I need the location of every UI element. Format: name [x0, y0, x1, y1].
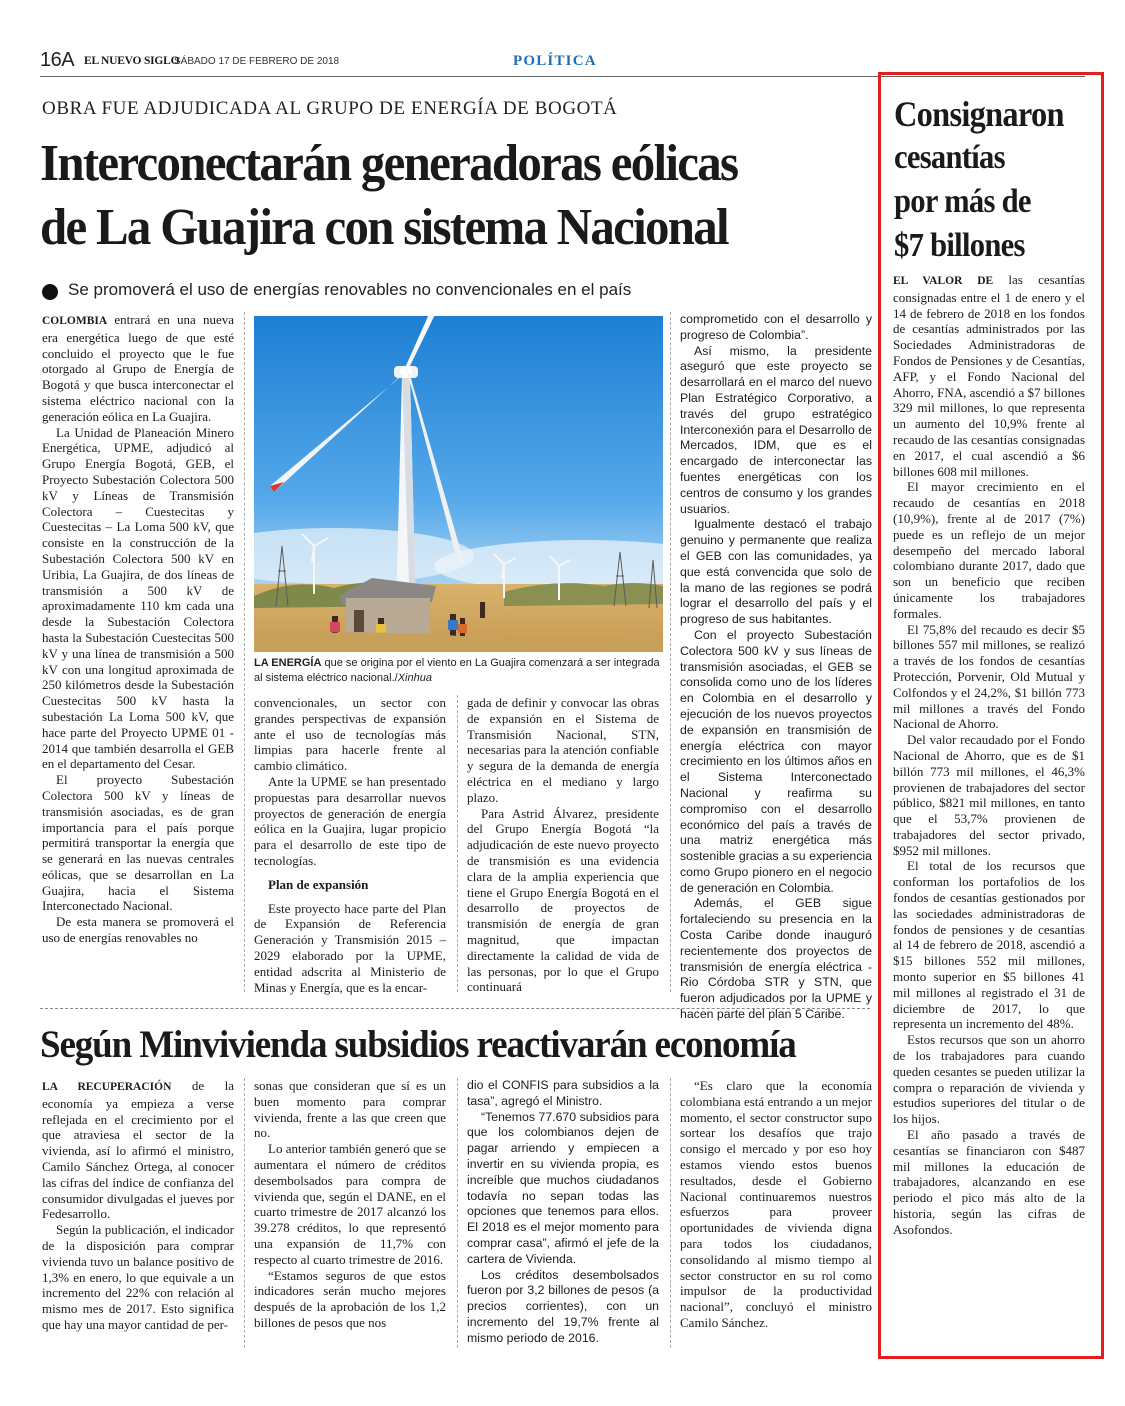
paragraph: Además, el GEB sigue fortaleciendo su presencia en la Costa Caribe donde inauguró recientemente dos proyectos de transmisión de energía eléctrica - Rio Córdoba STR y STN, que fueron adjudicados por la UPME y hacen parte del plan 5 Caribe. — [680, 896, 872, 1022]
bullet-icon — [42, 284, 58, 300]
section-label: POLÍTICA — [513, 53, 597, 69]
story-headline — [40, 132, 830, 260]
paragraph: Lo anterior también generó que se aumentara el número de créditos desembolsados para compra de vivienda que, según el DANE, en el cuarto trimestre de 2017 alcanzó los 39.278 créditos, lo que representó una expansión de 11,7% con respecto al cuarto trimestre de 2016. — [254, 1141, 446, 1267]
paragraph — [42, 312, 234, 425]
main-column-4 — [680, 312, 872, 1023]
paragraph: El proyecto Subestación Colectora 500 kV y líneas de transmisión asociadas, es de gran importancia para el país porque permitirá transportar la energía que se generará en las nuevas centrales eólicas, que se desarrollan en La Guajira, hacia el Sistema Interconectado Nacional. — [42, 772, 234, 914]
second-story-headline: Según Minvivienda subsidios reactivarán economía — [40, 1023, 796, 1066]
lead-word: COLOMBIA — [42, 315, 108, 327]
paragraph: “Tenemos 77.670 subsidios para que los colombianos dejen de pagar arriendo y empiecen a invertir en su vivienda propia, es increíble que muchos ciudadanos todavía no sepan todas las opciones que tenemos para ellos. El 2018 es el mejor momento para comprar casa”, afirmó el jefe de la cartera de Vivienda. — [467, 1109, 659, 1266]
sidebar-title-line: cesantías — [894, 139, 1005, 176]
second-column-2 — [254, 1078, 446, 1331]
second-column-4 — [680, 1078, 872, 1331]
second-column-3 — [467, 1078, 659, 1347]
headline-line-1: Interconectarán generadoras eólicas — [40, 135, 738, 192]
photo-caption — [254, 656, 663, 686]
second-column-1 — [42, 1078, 234, 1333]
sidebar-title-line: $7 billones — [894, 227, 1025, 264]
paragraph: Estos recursos que son un ahorro de los trabajadores para cuando queden cesantes se pueden utilizar la compra o reparación de vivienda y estudios superiores del titular o de los hijos. — [893, 1032, 1085, 1127]
paragraph: “Es claro que la economía colombiana está entrando a un mejor momento, el sector constructor supo sortear los desafíos que trajo consigo el mercado y por eso hoy estamos viendo estos buenos resultados, desde el Gobierno Nacional continuaremos nuestros esfuerzos para proveer oportunidades de vivienda digna para todos los ciudadanos, consolidando al mismo tiempo al sector constructor en su rol como impulsor de la productividad nacional”, concluyó el ministro Camilo Sánchez. — [680, 1078, 872, 1330]
paragraph-text: entrará en una nueva era energética luego de que esté concluido el proyecto que le fue otorgado al Grupo de Energía de Bogotá y que busca interconectar el sistema eléctrico nacional con la generación eólica en La Guajira. — [42, 312, 234, 424]
sidebar-title-line: por más de — [894, 183, 1031, 220]
paragraph: convencionales, un sector con grandes perspectivas de expansión ante el uso de tecnologías más limpias para hacerle frente al cambio climático. — [254, 695, 446, 774]
paragraph: Del valor recaudado por el Fondo Nacional de Ahorro, que es de $1 billón 773 mil millones, el 46,3% provienen de trabajadores del sector público, $821 mil millones, en tanto que el 53,7% provienen de trabajadores del sector privado, $952 mil millones. — [893, 732, 1085, 858]
column-divider — [457, 695, 458, 992]
story-divider — [40, 1008, 870, 1009]
paragraph: Para Astrid Álvarez, presidente del Grupo Energía Bogotá “la adjudicación de este nuevo proyecto de transmisión es una evidencia clara de la amplia experiencia que tiene el Grupo Energía Bogotá en el desarrollo de proyectos de transmisión de energía de gran magnitud, que impactan directamente la calidad de vida de las personas, por lo que el Grupo continuará — [467, 805, 659, 995]
headline-line-2: de La Guajira con sistema Nacional — [40, 199, 728, 256]
column-divider — [670, 1078, 671, 1348]
paragraph: comprometido con el desarrollo y progreso de Colombia”. — [680, 312, 872, 342]
paragraph: De esta manera se promoverá el uso de energías renovables no — [42, 914, 234, 946]
paragraph: Ante la UPME se han presentado propuestas para desarrollar nuevos proyectos de generación de energía eólica en la Guajira, lugar propicio para el desarrollo de este tipo de tecnologías. — [254, 773, 446, 868]
main-column-3 — [467, 695, 659, 995]
column-divider — [244, 1078, 245, 1348]
sidebar-title — [894, 92, 1074, 268]
lead-word: EL VALOR DE — [893, 275, 994, 287]
column-divider — [244, 312, 245, 992]
paragraph: dio el CONFIS para subsidios a la tasa”, agregó el Ministro. — [467, 1078, 659, 1108]
paragraph: Así mismo, la presidente aseguró que este proyecto se desarrollará en el marco del nuevo Plan Estratégico Corporativo, a través del grupo estratégico Interconexión para el Desarrollo de Mercados, IDM, que es el encargado de interconectar las fuentes energéticas con los centros de consumo y los grandes usuarios. — [680, 343, 872, 516]
paragraph: Igualmente destacó el trabajo genuino y permanente que realiza el GEB con las comunidades, ya que está convencida que solo de la mano de las regiones se podrá lograr el desarrollo del país y el progreso de sus habitantes. — [680, 517, 872, 627]
lead-word: LA RECUPERACIÓN — [42, 1081, 172, 1093]
paragraph — [893, 272, 1085, 479]
paragraph: Los créditos desembolsados fueron por 3,2 billones de pesos (a precios corrientes), con un incremento del 19,7% frente al mismo periodo de 2016. — [467, 1267, 659, 1345]
page-number: 16A — [40, 49, 75, 71]
sidebar-title-line: Consignaron — [894, 94, 1064, 134]
newspaper-name: EL NUEVO SIGLO — [84, 55, 180, 67]
paragraph: El total de los recursos que conforman los portafolios de los fondos de cesantías gestionados por las sociedades administradoras de fondos de pensiones y de cesantías al 14 de febrero de 2018, ascendió a $15 billones 552 mil millones, monto superior en $5 billones 41 mil millones al registrado el 31 de diciembre de 2017, lo que representa un incremento del 48%. — [893, 858, 1085, 1032]
column-divider — [670, 312, 671, 992]
paragraph-text: las cesantías consignadas entre el 1 de enero y el 14 de febrero de 2018 en los fondos de cesantías administrados por las Sociedades Administradoras de Fondos de Pensiones y de Cesantías, AFP, y el Fondo Nacional del Ahorro, FNA, ascendió a $7 billones 329 mil millones, lo que representa un aumento del 10,9% frente al recaudo de las cesantías consignadas en 2017, el cual ascendió a $6 billones 608 mil millones. — [893, 272, 1085, 479]
caption-text: que se origina por el viento en La Guajira comenzará a ser integrada al sistema eléctrico nacional./ — [254, 657, 660, 684]
paragraph: Con el proyecto Subestación Colectora 500 kV y sus líneas de transmisión asociadas, el GEB se consolida como uno de los líderes en Colombia en el desarrollo y ejecución de los nuevos proyectos de expansión en transmisión de energía eléctrica con mayor crecimiento en los últimos años en el Sistema Interconectado Nacional y reafirma su compromiso con el desarrollo económico del país a través de una matriz energética más sostenible gracias a su experiencia como Grupo pionero en el negocio de generación en Colombia. — [680, 627, 872, 895]
paragraph: El 75,8% del recaudo es decir $5 billones 557 mil millones, se realizó a través de los fondos de cesantías Protección, Porvenir, Old Mutual y Colfondos y el 24,2%, $1 billón 773 mil millones a través del Fondo Nacional de Ahorro. — [893, 621, 1085, 732]
paragraph: Este proyecto hace parte del Plan de Expansión de Referencia Generación y Transmisión 2015 – 2029 elaborado por la UPME, entidad adscrita al Ministerio de Minas y Energía, que es la encar- — [254, 900, 446, 995]
paragraph: La Unidad de Planeación Minero Energética, UPME, adjudicó al Grupo Energía Bogotá, GEB, el Proyecto Subestación Colectora 500 kV y Líneas de Transmisión Colectora – Cuestecitas y Cuestecitas – La Loma 500 kV, que consiste en la construcción de la Subestación Colectora 500 kV en Uribia, La Guajira, de dos líneas de transmisión a 500 kV de aproximadamente 110 km cada una desde la Subestación Colectora hasta la Subestación Cuestecitas 500 kV y una línea de transmisión a 500 kV con una longitud aproximada de 250 kilómetros desde la Subestación Cuestecitas 500 kV hasta la subestación La Loma 500 kV, que hace parte del Proyecto UPME 01 - 2014 que también desarrolla el GEB en el departamento del Cesar. — [42, 424, 234, 772]
sidebar-body — [893, 272, 1085, 1238]
paragraph: El año pasado a través de cesantías se financiaron con $487 mil millones la educación de trabajadores, alcanzando en ese periodo el pico más alto de la historia, según las cifras de Asofondos. — [893, 1127, 1085, 1237]
main-column-2 — [254, 695, 446, 995]
paragraph: “Estamos seguros de que estos indicadores serán mucho mejores después de la aprobación de los 1,2 billones de pesos que nos — [254, 1267, 446, 1330]
paragraph: El mayor crecimiento en el recaudo de cesantías en 2018 (10,9%), frente al de 2017 (7%) puede es un reflejo de un mejor desempeño del mercado laboral colombiano durante 2017, dado que son un beneficio que reciben únicamente los trabajadores formales. — [893, 479, 1085, 621]
column-divider — [457, 1078, 458, 1348]
paragraph: sonas que consideran que sí es un buen momento para comprar vivienda, frente a las que creen que no. — [254, 1078, 446, 1141]
section-subhead: Plan de expansión — [268, 876, 369, 892]
main-column-1 — [42, 312, 234, 946]
photo-credit: Xinhua — [397, 672, 432, 684]
caption-lead: LA ENERGÍA — [254, 657, 322, 669]
paragraph: Según la publicación, el indicador de la disposición para comprar vivienda tuvo un balance positivo de 1,3% en enero, lo que equivale a un incremento del 22% con relación al mismo mes de 2017. Esto significa que hay una mayor cantidad de per- — [42, 1222, 234, 1332]
wind-turbine-photo — [254, 316, 663, 652]
story-subhead: Se promoverá el uso de energías renovables no convencionales en el país — [68, 280, 632, 299]
wind-turbine-image — [254, 316, 663, 652]
paragraph — [42, 1078, 234, 1222]
paragraph-text: de la economía ya empieza a verse reflejada en el crecimiento por el que atraviesa el sector de la vivienda, así lo afirmó el ministro, Camilo Sánchez Ortega, al conocer las cifras del índice de confianza del consumidor divulgadas el jueves por Fedesarrollo. — [42, 1078, 234, 1222]
issue-date: SÁBADO 17 DE FEBRERO DE 2018 — [174, 56, 340, 67]
paragraph: gada de definir y convocar las obras de expansión en el Sistema de Transmisión Nacional, STN, necesarias para la atención confiable y segura de la demanda de energía eléctrica en el mediano y largo plazo. — [467, 695, 659, 805]
story-kicker: OBRA FUE ADJUDICADA AL GRUPO DE ENERGÍA DE BOGOTÁ — [42, 98, 618, 119]
